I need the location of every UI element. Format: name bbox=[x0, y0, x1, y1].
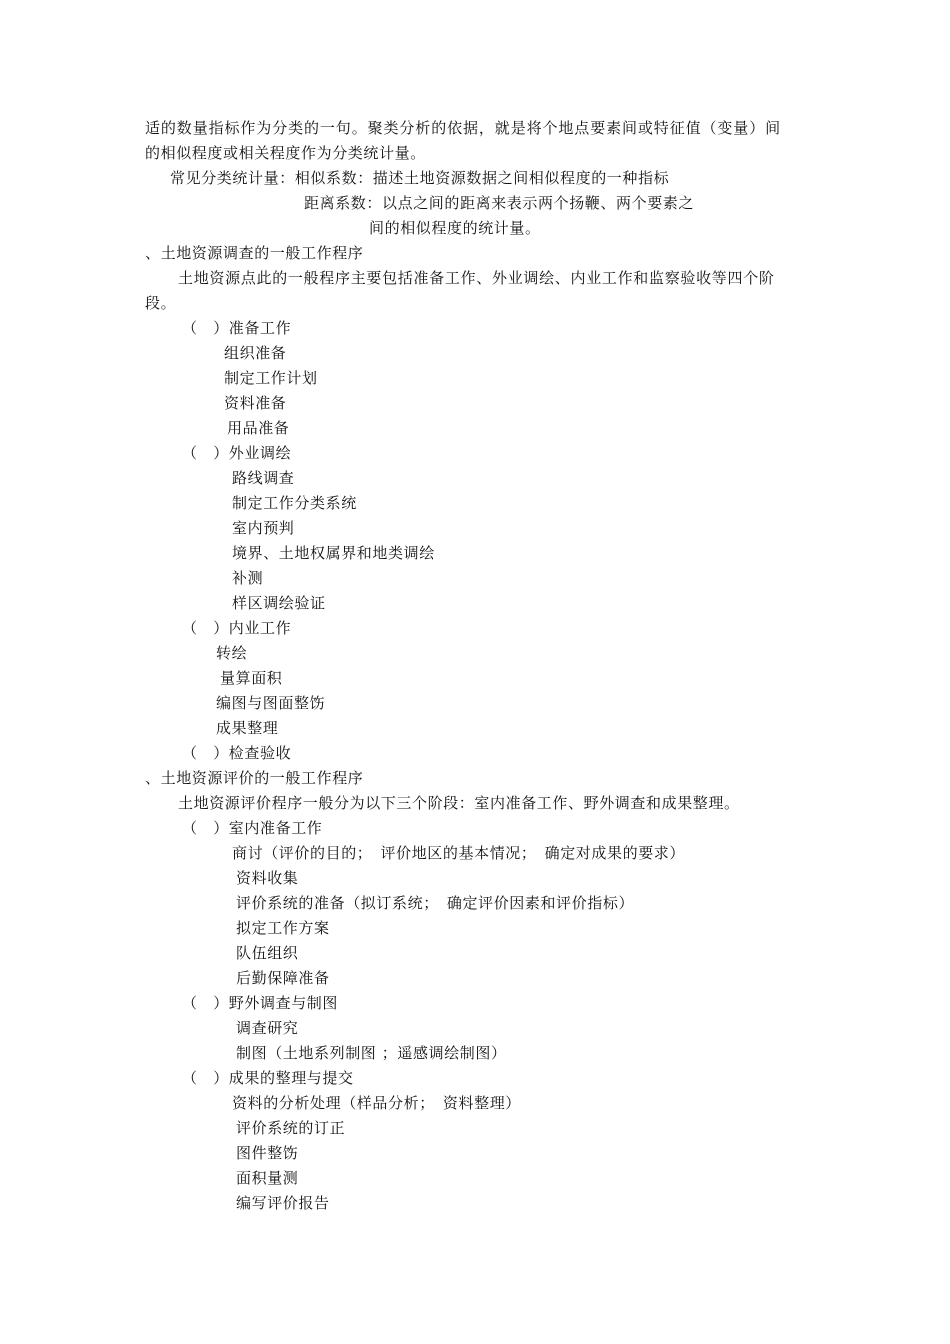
list-heading: （ ）内业工作 bbox=[182, 619, 292, 637]
list-item: 资料的分析处理（样品分析； 资料整理） bbox=[232, 1094, 521, 1112]
list-item: 补测 bbox=[232, 569, 264, 587]
paragraph-line: 常见分类统计量：相似系数：描述土地资源数据之间相似程度的一种指标 bbox=[170, 169, 670, 187]
section-heading: 、土地资源调查的一般工作程序 bbox=[145, 244, 364, 262]
paragraph-line: 距离系数：以点之间的距离来表示两个扬鞭、两个要素之 bbox=[304, 194, 695, 212]
list-item: 编图与图面整饬 bbox=[216, 694, 326, 712]
list-item: 样区调绘验证 bbox=[232, 594, 326, 612]
list-item: 评价系统的准备（拟订系统； 确定评价因素和评价指标） bbox=[236, 894, 635, 912]
list-item: 资料收集 bbox=[236, 869, 299, 887]
paragraph-line: 段。 bbox=[145, 294, 177, 312]
list-item: 队伍组织 bbox=[236, 944, 299, 962]
paragraph-line: 土地资源评价程序一般分为以下三个阶段：室内准备工作、野外调查和成果整理。 bbox=[178, 794, 740, 812]
list-item: 编写评价报告 bbox=[236, 1194, 330, 1212]
list-item: 面积量测 bbox=[236, 1169, 299, 1187]
list-item: 制定工作计划 bbox=[224, 369, 318, 387]
paragraph-line: 适的数量指标作为分类的一句。聚类分析的依据，就是将个地点要素间或特征值（变量）间 bbox=[145, 119, 782, 137]
section-heading: 、土地资源评价的一般工作程序 bbox=[145, 769, 364, 787]
paragraph-line: 间的相似程度的统计量。 bbox=[369, 219, 541, 237]
list-item: 制图（土地系列制图 ；遥感调绘制图） bbox=[236, 1044, 507, 1062]
list-item: 后勤保障准备 bbox=[236, 969, 330, 987]
list-heading: （ ）野外调查与制图 bbox=[182, 994, 339, 1012]
list-item: 图件整饬 bbox=[236, 1144, 299, 1162]
list-item: 量算面积 bbox=[220, 669, 283, 687]
list-item: 调查研究 bbox=[236, 1019, 299, 1037]
list-heading: （ ）准备工作 bbox=[182, 319, 292, 337]
paragraph-line: 的相似程度或相关程度作为分类统计量。 bbox=[145, 144, 426, 162]
list-item: 转绘 bbox=[216, 644, 248, 662]
paragraph-line: 土地资源点此的一般程序主要包括准备工作、外业调绘、内业工作和监察验收等四个阶 bbox=[178, 269, 775, 287]
list-heading: （ ）外业调绘 bbox=[182, 444, 292, 462]
list-item: 用品准备 bbox=[227, 419, 290, 437]
list-item: 成果整理 bbox=[216, 719, 279, 737]
list-heading: （ ）室内准备工作 bbox=[182, 819, 323, 837]
list-item: 境界、土地权属界和地类调绘 bbox=[232, 544, 435, 562]
list-item: 拟定工作方案 bbox=[236, 919, 330, 937]
list-item: 组织准备 bbox=[224, 344, 287, 362]
list-item: 室内预判 bbox=[232, 519, 295, 537]
list-item: 商讨（评价的目的； 评价地区的基本情况； 确定对成果的要求） bbox=[232, 844, 686, 862]
list-item: 路线调查 bbox=[232, 469, 295, 487]
list-heading: （ ）检查验收 bbox=[182, 744, 292, 762]
list-item: 资料准备 bbox=[224, 394, 287, 412]
list-heading: （ ）成果的整理与提交 bbox=[182, 1069, 354, 1087]
list-item: 评价系统的订正 bbox=[236, 1119, 346, 1137]
list-item: 制定工作分类系统 bbox=[232, 494, 357, 512]
